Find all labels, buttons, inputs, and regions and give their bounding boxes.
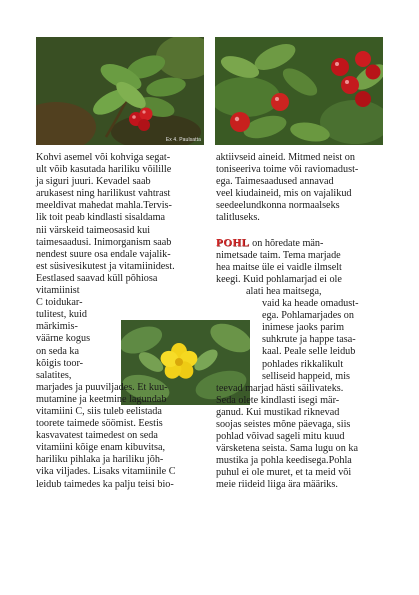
text-line: Seda olete kindlasti isegi mär-	[216, 394, 340, 406]
text-line: Kohvi asemel või kohviga segat-	[36, 152, 171, 163]
text-line: soojas seistes mõne päevaga, siis	[216, 418, 351, 430]
text-line: veel kiudaineid, mis on vajalikud	[216, 188, 352, 200]
text-line: arukasest ning harilikust vahtrast	[36, 188, 171, 200]
text-line: nimetsade taim. Tema marjade	[216, 249, 341, 261]
text-line: ega. Taimesaadused annavad	[216, 176, 334, 188]
text-line: mustika ja pohla keedisega.Pohla	[216, 455, 352, 467]
text-line: meie riideid liiga ära määriks.	[216, 479, 338, 491]
text-line: inimese jaoks parim	[262, 322, 345, 334]
text-line: ja siguri juuri. Kevadel saab	[36, 176, 151, 188]
text-line: ganud. Kui mustikad riknevad	[216, 406, 340, 418]
cowberry-photo	[36, 37, 204, 145]
text-line: nii värskeid taimeosasid kui	[36, 224, 151, 236]
text-line: hariliku pihlaka ja hariliku jõh-	[36, 454, 164, 466]
text-line: ult võib kasutada hariliku võilille	[36, 164, 172, 176]
text-line: talitluseks.	[216, 212, 260, 224]
lingonberry-photo-art	[215, 37, 383, 145]
text-line: seedeelundkonna normaalseks	[216, 200, 340, 212]
text-line: keegi. Kuid pohlamarjad ei ole	[216, 273, 342, 285]
text-line: ega. Pohlamarjades on	[262, 310, 354, 322]
cowberry-photo-art	[36, 37, 204, 145]
text-line: vaid ka heade omadust-	[262, 298, 359, 310]
text-line: taimesaadusi. Inimorganism saab	[36, 236, 172, 248]
text-line: selliseid happeid, mis	[262, 370, 350, 382]
text-line: nendest suure osa endale vajalik-	[36, 248, 171, 260]
text-line: on seda ka	[36, 345, 79, 357]
text-line: väärne kogus	[36, 333, 91, 345]
text-line: aktiivseid aineid. Mitmed neist on	[216, 152, 355, 163]
text-line: kasvavatest taimedest on seda	[36, 430, 158, 442]
text-line: märkimis-	[36, 321, 78, 333]
text-line: toorete taimede söömist. Eestis	[36, 418, 163, 430]
text-line: marjades ja puuviljades. Et kuu-	[36, 381, 168, 393]
text-line: kõigis toor-	[36, 357, 84, 369]
text-line: toniseeriva toime või raviomadust-	[216, 164, 359, 176]
text-line: C toidukar-	[36, 297, 83, 309]
text-line: värsketena seista. Sama lugu on ka	[216, 443, 359, 455]
left-column	[36, 152, 208, 491]
pohl-heading: POHL	[216, 236, 250, 249]
text-line: alati hea maitsega,	[246, 285, 322, 297]
text-line: suhkrute ja happe tasa-	[262, 334, 356, 346]
heading-continuation: on hõredate män-	[249, 237, 324, 249]
text-line: teevad marjad hästi säilivateks.	[216, 382, 344, 394]
text-line: mutamine ja keetmine lagundab	[36, 393, 167, 405]
text-line: vitamiinist	[36, 285, 80, 297]
right-column	[216, 152, 392, 492]
text-line: leidub taimedes ka palju teisi bio-	[36, 478, 174, 490]
text-line: tulitest, kuid	[36, 309, 87, 321]
text-line: puhul ei ole muret, et ta meid või	[216, 467, 352, 479]
text-line: vitamiini C, siis tuleb eelistada	[36, 405, 162, 417]
text-line: pohlad võivad sageli mitu kuud	[216, 431, 345, 443]
text-line: vitamiini kõige enam kibuvitsa,	[36, 442, 166, 454]
photo-credit: Ex 4. Paulsatta	[165, 137, 201, 143]
pohl-heading-line	[216, 237, 392, 250]
text-line: est süsivesikutest ja vitamiinidest.	[36, 260, 175, 272]
text-line: hea maitse üle ei vaidle ilmselt	[216, 261, 342, 273]
text-line: pohlades rikkalikult	[262, 358, 344, 370]
text-line: salatites,	[36, 369, 72, 381]
text-line: lik toit peab kindlasti sisaldama	[36, 212, 166, 224]
text-line: Eestlased saavad küll põhiosa	[36, 272, 158, 284]
text-line: vika viljades. Lisaks vitamiinile C	[36, 466, 176, 478]
lingonberry-photo	[215, 37, 383, 145]
text-line: meeldivat mahedat mahla.Tervis-	[36, 200, 172, 212]
text-line: kaal. Peale selle leidub	[262, 346, 356, 358]
